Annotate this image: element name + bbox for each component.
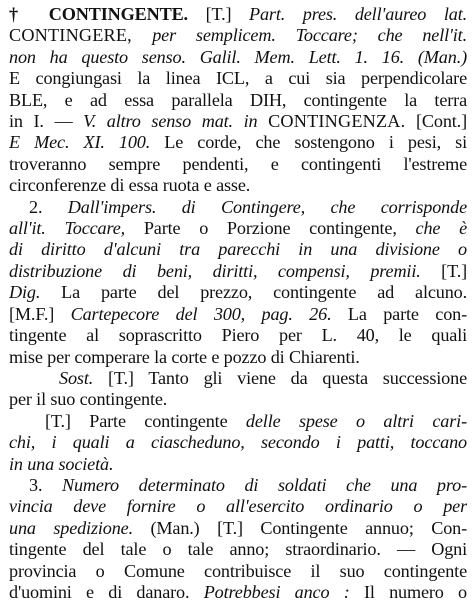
- headphrase: [T.] Parte contingente: [45, 410, 246, 431]
- quote-text: BLE, e ad essa parallela DIH, contingente la terra: [9, 89, 467, 110]
- definition: Dall'impers. di Contingere, che corrisponde: [67, 196, 467, 217]
- source-tag: [T.]: [205, 4, 250, 24]
- text-line: [9, 325, 467, 346]
- text-line: [9, 368, 467, 389]
- text-line: [9, 389, 467, 410]
- definition: di diritto d'alcuni tra parecchi in una divisione o: [9, 239, 467, 260]
- citation: Dig.: [9, 282, 41, 303]
- quote-text: mise per comperare la corte e pozzo di Chiarenti.: [9, 346, 360, 367]
- text-line: [9, 175, 467, 196]
- citation: non ha questo senso. Galil. Mem. Lett. 1. 16. (Man.): [9, 46, 467, 67]
- definition: Numero determinato di soldati che una pro-: [61, 474, 467, 495]
- text-line: [9, 539, 467, 560]
- quote-text: per il suo contingente.: [9, 389, 168, 410]
- text-line: [9, 454, 467, 475]
- source-tag: [M.F.]: [9, 303, 71, 324]
- headphrase: Parte o Porzione contingente,: [125, 218, 416, 239]
- definition: che è: [415, 218, 467, 239]
- text-line: [9, 518, 467, 539]
- italic-text: per semplicem. Toccare; che nell'it.: [152, 25, 467, 46]
- grammar-label: Sost.: [59, 367, 94, 388]
- quote-text: tingente del tale o tale anno; straordinario. — Ogni: [9, 539, 467, 560]
- latin-term: CONTINGERE,: [9, 25, 153, 46]
- text-line: [9, 90, 467, 111]
- quote-text: La parte del prezzo, contingente ad alcuno.: [40, 282, 467, 303]
- text-line: [9, 4, 467, 25]
- italic-text: Part. pres. dell'aureo lat.: [249, 4, 467, 24]
- dictionary-entry-contingente: [9, 4, 467, 603]
- source-tag: [Cont.]: [405, 111, 467, 132]
- citation: E Mec. XI. 100.: [9, 132, 151, 153]
- headword: † CONTINGENTE.: [9, 4, 188, 24]
- text-line: [9, 496, 467, 517]
- text-line: [9, 475, 467, 496]
- text-line: [9, 197, 467, 218]
- sense-number: 2.: [29, 196, 68, 217]
- source-tag: [T.]: [420, 260, 467, 281]
- definition: chi, i quali a ciascheduno, secondo i patti, toccano: [9, 432, 467, 453]
- definition: Potrebbesi anco :: [203, 581, 350, 602]
- definition: vincia deve fornire o all'esercito ordinario o per: [9, 496, 467, 517]
- text-line: [9, 239, 467, 260]
- text-line: [9, 304, 467, 325]
- cross-reference: V. altro senso mat. in: [83, 111, 269, 132]
- text-line: [9, 132, 467, 153]
- sense-number: 3.: [29, 474, 62, 495]
- quote-text: circonferenze di essa ruota e asse.: [9, 175, 251, 196]
- citation: Cartepecore del 300, pag. 26.: [70, 303, 332, 324]
- text-line: [9, 154, 467, 175]
- quote-text: E congiungasi la linea ICL, a cui sia perpendicolare: [9, 68, 467, 89]
- cross-reference-term: CONTINGENZA.: [268, 111, 406, 132]
- text-line: [9, 347, 467, 368]
- text-line: [9, 282, 467, 303]
- quote-text: d'uomini e di danaro.: [9, 581, 204, 602]
- quote-text: (Man.) [T.] Contingente annuo; Con-: [133, 517, 467, 538]
- quote-text: Le corde, che sostengono i pesi, si: [150, 132, 467, 153]
- quote-text: tingente al soprascritto Piero per L. 40, le quali: [9, 325, 467, 346]
- text-line: [9, 218, 467, 239]
- quote-text: in I. —: [9, 111, 84, 132]
- text-line: [9, 582, 467, 603]
- definition: all'it. Toccare,: [9, 218, 126, 239]
- quote-text: provincia o Comune contribuisce il suo contingente: [9, 560, 467, 581]
- definition: delle spese o altri cari-: [245, 410, 467, 431]
- text-line: [9, 411, 467, 432]
- quote-text: La parte con-: [331, 303, 467, 324]
- text-line: [9, 25, 467, 46]
- definition: in una società.: [9, 453, 114, 474]
- text-line: [9, 47, 467, 68]
- quote-text: troveranno sempre pendenti, e contingenti l'estreme: [9, 153, 467, 174]
- text-line: [9, 68, 467, 89]
- text-line: [9, 561, 467, 582]
- definition: distribuzione di beni, diritti, compensi, premii.: [9, 260, 421, 281]
- text-line: [9, 111, 467, 132]
- text-line: [9, 261, 467, 282]
- definition: una spedizione.: [9, 517, 133, 538]
- quote-text: Il numero o: [349, 581, 467, 602]
- quote-text: [T.] Tanto gli viene da questa successione: [93, 367, 467, 388]
- text-line: [9, 432, 467, 453]
